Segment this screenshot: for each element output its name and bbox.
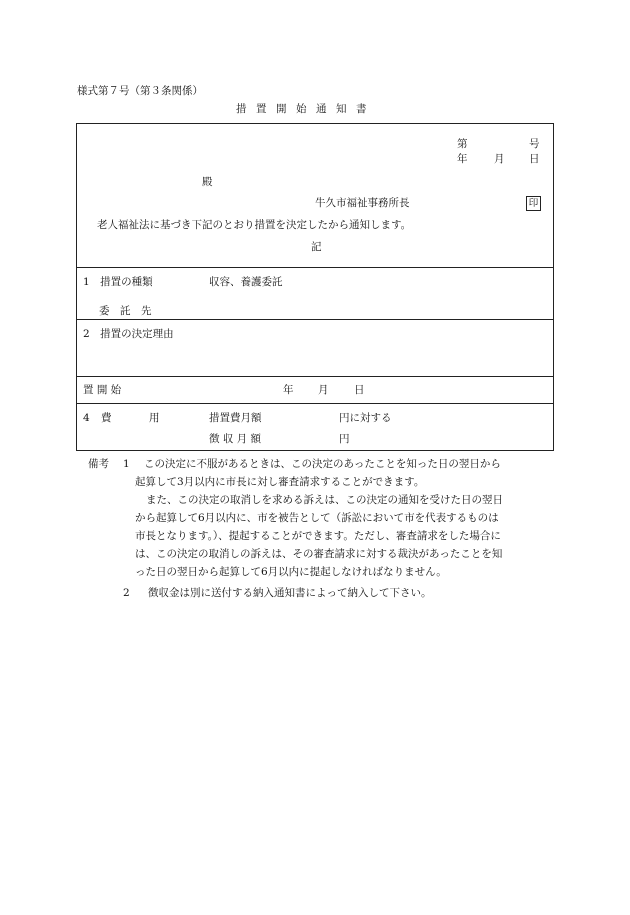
remark-1-line: この決定に不服があるときは、この決定のあったことを知った日の翌日から bbox=[144, 458, 501, 470]
decision-reason-label: 2 措置の決定理由 bbox=[83, 328, 174, 340]
cost-label-b: 用 bbox=[149, 412, 160, 424]
cost-label-a: 費 bbox=[101, 412, 112, 424]
remark-1-line: から起算して6月以内に、市を被告として（訴訟において市を代表するものは bbox=[135, 512, 499, 524]
divider bbox=[77, 267, 553, 268]
divider bbox=[77, 403, 553, 404]
start-day: 日 bbox=[354, 384, 365, 396]
form-frame bbox=[76, 123, 554, 451]
start-year: 年 bbox=[283, 384, 294, 396]
start-month: 月 bbox=[318, 384, 329, 396]
collection-label: 徴 収 月 額 bbox=[209, 433, 262, 445]
cost-num: 4 bbox=[83, 412, 90, 424]
monthly-cost-unit: 円に対する bbox=[339, 412, 392, 424]
remark-1-line: 市長となります。）、提起することができます。ただし、審査請求をした場合に bbox=[135, 530, 501, 542]
date-year: 年 bbox=[457, 153, 468, 165]
document-title: 措置開始通知書 bbox=[236, 103, 376, 115]
remark-1-line: った日の翌日から起算して6月以内に提起しなければなりません。 bbox=[135, 566, 447, 578]
remarks-label: 備考 bbox=[88, 458, 109, 470]
remark-1-num: 1 bbox=[123, 458, 130, 470]
remark-1-line: 起算して3月以内に市長に対し審査請求することができます。 bbox=[135, 476, 425, 488]
seal-mark: 印 bbox=[526, 196, 541, 211]
consignee-label: 委 託 先 bbox=[99, 305, 152, 317]
ki-marker: 記 bbox=[311, 241, 322, 253]
number-suffix: 号 bbox=[529, 138, 540, 150]
measure-type-value: 収容、養護委託 bbox=[209, 276, 283, 288]
form-label: 様式第７号（第３条関係） bbox=[77, 85, 203, 97]
notice-statement: 老人福祉法に基づき下記のとおり措置を決定したから通知します。 bbox=[97, 219, 412, 231]
date-month: 月 bbox=[494, 153, 505, 165]
number-prefix: 第 bbox=[457, 138, 468, 150]
remark-1-line: は、この決定の取消しの訴えは、その審査請求に対する裁決があったことを知 bbox=[135, 548, 503, 560]
start-label: 置 開 始 bbox=[83, 384, 122, 396]
divider bbox=[77, 319, 553, 320]
remark-1-line: また、この決定の取消しを求める訴えは、この決定の通知を受けた日の翌日 bbox=[146, 494, 503, 506]
measure-type-label: 1 措置の種類 bbox=[83, 276, 153, 288]
collection-unit: 円 bbox=[339, 433, 350, 445]
issuer-name: 牛久市福祉事務所長 bbox=[315, 197, 410, 209]
remark-2-num: 2 bbox=[123, 587, 130, 599]
monthly-cost-label: 措置費月額 bbox=[209, 412, 262, 424]
remark-2-text: 徴収金は別に送付する納入通知書によって納入して下さい。 bbox=[148, 587, 432, 599]
addressee-suffix: 殿 bbox=[202, 176, 213, 188]
divider bbox=[77, 376, 553, 377]
date-day: 日 bbox=[529, 153, 540, 165]
